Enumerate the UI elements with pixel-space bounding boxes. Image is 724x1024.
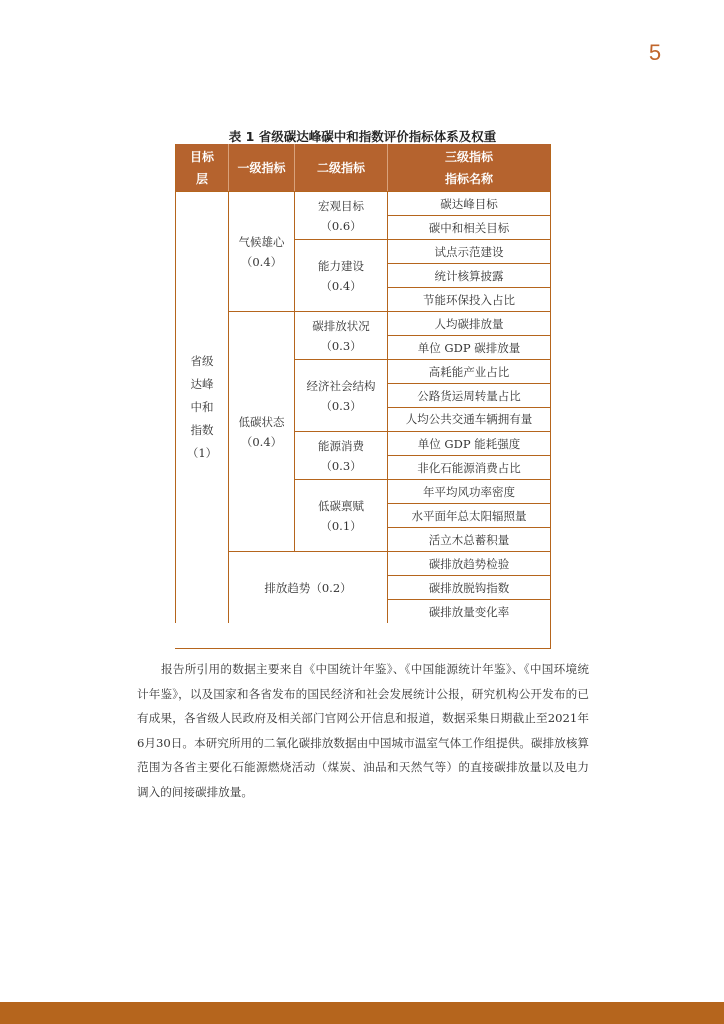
level3-item: 碳排放趋势检验 xyxy=(387,551,550,575)
level1-climate-ambition: 气候雄心 （0.4） xyxy=(228,191,294,311)
body-paragraph: 报告所引用的数据主要来自《中国统计年鉴》、《中国能源统计年鉴》、《中国环境统计年鉴》，以及国家和各省发布的国民经济和社会发展统计公报，研究机构公开发布的已有成果，各省级人民政府及相关部门官网公开信息和报道，数据采集日期截止至2021年6月30日。本研究所用的二氧化碳排放数据由中国城市温室气体工作组提供。碳排放核算范围为各省主要化石能源燃烧活动（煤炭、油品和天然气等）的直接碳排放量以及电力调入的间接碳排放量。 xyxy=(137,662,589,799)
level2-energy-consumption: 能源消费 （0.3） xyxy=(294,431,387,479)
page-number: 5 xyxy=(648,40,662,65)
header-level3: 三级指标 指标名称 xyxy=(387,144,550,191)
level3-item: 年平均风功率密度 xyxy=(387,479,550,503)
level1-emission-trend: 排放趋势（0.2） xyxy=(228,551,387,623)
level3-item: 高耗能产业占比 xyxy=(387,359,550,383)
level3-item: 试点示范建设 xyxy=(387,239,550,263)
level3-item: 人均公共交通车辆拥有量 xyxy=(387,407,550,431)
level3-item: 单位 GDP 碳排放量 xyxy=(387,335,550,359)
level3-item: 单位 GDP 能耗强度 xyxy=(387,431,550,455)
level2-economic-structure: 经济社会结构 （0.3） xyxy=(294,359,387,431)
level3-item: 节能环保投入占比 xyxy=(387,287,550,311)
level2-emission-status: 碳排放状况 （0.3） xyxy=(294,311,387,359)
level3-item: 碳排放量变化率 xyxy=(387,599,550,623)
level3-item: 活立木总蓄积量 xyxy=(387,527,550,551)
level3-item: 碳中和相关目标 xyxy=(387,215,550,239)
table-title: 表 1 省级碳达峰碳中和指数评价指标体系及权重 xyxy=(228,129,497,144)
indicator-table xyxy=(175,144,551,649)
level2-low-carbon-endowment: 低碳禀赋 （0.1） xyxy=(294,479,387,551)
level3-item: 碳达峰目标 xyxy=(387,191,550,215)
header-level2: 二级指标 xyxy=(294,144,387,191)
level3-item: 水平面年总太阳辐照量 xyxy=(387,503,550,527)
level3-item: 人均碳排放量 xyxy=(387,311,550,335)
level1-low-carbon-status: 低碳状态 （0.4） xyxy=(228,311,294,551)
target-layer-cell: 省级 达峰 中和 指数 （1） xyxy=(175,191,228,623)
level3-item: 统计核算披露 xyxy=(387,263,550,287)
level2-capacity-building: 能力建设 （0.4） xyxy=(294,239,387,311)
level2-macro-target: 宏观目标 （0.6） xyxy=(294,191,387,239)
level3-item: 公路货运周转量占比 xyxy=(387,383,550,407)
header-level1: 一级指标 xyxy=(228,144,294,191)
level3-item: 碳排放脱钩指数 xyxy=(387,575,550,599)
header-target-layer: 目标 层 xyxy=(175,144,228,191)
level3-item: 非化石能源消费占比 xyxy=(387,455,550,479)
footer-bar xyxy=(0,1002,724,1024)
